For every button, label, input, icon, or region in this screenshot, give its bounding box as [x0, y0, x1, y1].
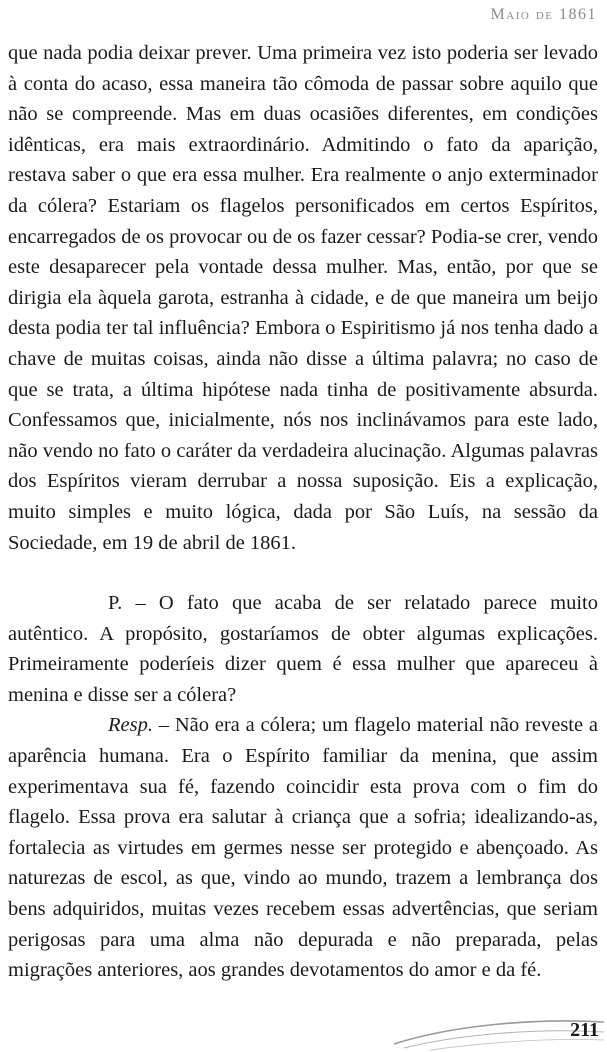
paragraph-spacer: [8, 558, 598, 588]
question-paragraph: [8, 588, 598, 710]
running-head: Maio de 1861: [490, 6, 597, 23]
answer-speaker: Resp.: [108, 714, 153, 737]
answer-text: – Não era a cólera; um flagelo material não reveste a aparência humana. Era o Espírito familiar da menina, que assim experimentava sua fé, fazendo coincidir esta prova com o fim do flagelo. Essa prova era salutar à criança que a sofria; idealizando-as, fortalecia as virtudes em germes nesse ser protegido e abençoado. As naturezas de escol, as que, vindo ao mundo, trazem a lembrança dos bens adquiridos, muitas vezes recebem essas advertências, que seriam perigosas para uma alma não depurada e não preparada, pelas migrações anteriores, aos grandes devotamentos do amor e da fé.: [8, 714, 598, 982]
page-number: 211: [570, 1019, 599, 1041]
page-footer: [0, 1008, 607, 1052]
answer-paragraph: [8, 710, 598, 985]
question-speaker: P.: [108, 592, 123, 615]
question-text: – O fato que acaba de ser relatado parece muito autêntico. A propósito, gostaríamos de obter algumas explicações. Primeiramente poderíeis dizer quem é essa mulher que apareceu à menina e disse ser a cólera?: [8, 592, 598, 706]
body-paragraph: que nada podia deixar prever. Uma primeira vez isto poderia ser levado à conta do acaso, essa maneira tão cômoda de passar sobre aquilo que não se compreende. Mas em duas ocasiões diferentes, em condições idênticas, era mais extraordinário. Admitindo o fato da aparição, restava saber o que era essa mulher. Era realmente o anjo exterminador da cólera? Estariam os flagelos personificados em certos Espíritos, encarregados de os provocar ou de os fazer cessar? Podia-se crer, vendo este desaparecer pela vontade dessa mulher. Mas, então, por que se dirigia ela àquela garota, estranha à cidade, e de que maneira um beijo desta podia ter tal influência? Embora o Espiritismo já nos tenha dado a chave de muitas coisas, ainda não disse a última palavra; no caso de que se trata, a última hipótese nada tinha de positivamente absurda. Confessamos que, inicialmente, nós nos inclinávamos para este lado, não vendo no fato o caráter da verdadeira alucinação. Algumas palavras dos Espíritos vieram derrubar a nossa suposição. Eis a explicação, muito simples e muito lógica, dada por São Luís, na sessão da Sociedade, em 19 de abril de 1861.: [8, 42, 598, 554]
page-body: [8, 38, 598, 986]
